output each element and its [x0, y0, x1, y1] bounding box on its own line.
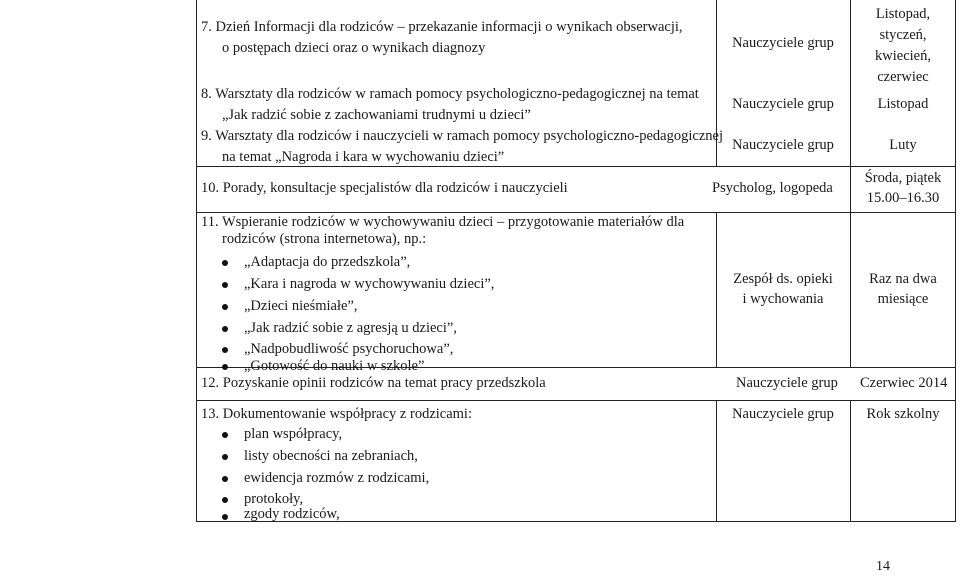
term-line: Luty [889, 137, 917, 153]
responsible-cell: Nauczyciele grup [732, 406, 834, 422]
bullet-icon [222, 282, 228, 288]
term-line: Listopad [877, 96, 929, 112]
task-text: 7. Dzień Informacji dla rodziców – przekazanie informacji o wynikach obserwacji, [201, 19, 683, 35]
term-line: czerwiec [877, 69, 929, 85]
list-item: „Kara i nagroda w wychowywaniu dzieci”, [244, 276, 495, 292]
term-line: styczeń, [879, 27, 927, 43]
list-item: „Gotowość do nauki w szkole” [244, 358, 425, 374]
task-text: 10. Porady, konsultacje specjalistów dla rodziców i nauczycieli [201, 180, 568, 196]
term-line: Listopad, [875, 6, 931, 22]
term-line: Czerwiec 2014 [860, 375, 948, 391]
bullet-icon [222, 304, 228, 310]
list-item: ewidencja rozmów z rodzicami, [244, 470, 430, 486]
bullet-icon [222, 347, 228, 353]
bullet-icon [222, 260, 228, 266]
term-line: 15.00–16.30 [866, 190, 940, 206]
bullet-icon [222, 432, 228, 438]
responsible-cell: Nauczyciele grup [732, 96, 834, 112]
term-line: Raz na dwa [869, 271, 937, 287]
responsible-cell: Nauczyciele grup [736, 375, 838, 391]
responsible-line: i wychowania [742, 291, 824, 307]
list-item: „Jak radzić sobie z agresją u dzieci”, [244, 320, 457, 336]
task-text: „Jak radzić sobie z zachowaniami trudnymi u dzieci” [222, 107, 531, 123]
term-line: Środa, piątek [864, 170, 942, 186]
list-item: „Adaptacja do przedszkola”, [244, 254, 411, 270]
responsible-cell: Nauczyciele grup [732, 35, 834, 51]
row-separator [197, 400, 955, 401]
task-text: 13. Dokumentowanie współpracy z rodzicami: [201, 406, 472, 422]
task-text: 8. Warsztaty dla rodziców w ramach pomocy psychologiczno-pedagogicznej na temat [201, 86, 699, 102]
responsible-cell: Psycholog, logopeda [712, 180, 833, 196]
list-item: „Dzieci nieśmiałe”, [244, 298, 358, 314]
responsible-line: Zespół ds. opieki [733, 271, 833, 287]
list-item: listy obecności na zebraniach, [244, 448, 418, 464]
task-text: 12. Pozyskanie opinii rodziców na temat pracy przedszkola [201, 375, 546, 391]
term-line: kwiecień, [875, 48, 931, 64]
list-item: protokoły, [244, 491, 304, 507]
list-item: plan współpracy, [244, 426, 343, 442]
bullet-icon [222, 497, 228, 503]
page-number: 14 [876, 559, 890, 574]
list-item: „Nadpobudliwość psychoruchowa”, [244, 341, 454, 357]
list-item: zgody rodziców, [244, 506, 340, 522]
responsible-cell: Nauczyciele grup [732, 137, 834, 153]
bullet-icon [222, 514, 228, 520]
term-line: miesiące [877, 291, 929, 307]
task-text: o postępach dzieci oraz o wynikach diagnozy [222, 40, 486, 56]
task-text: na temat „Nagroda i kara w wychowaniu dzieci” [222, 149, 505, 165]
bullet-icon [222, 364, 228, 370]
bullet-icon [222, 326, 228, 332]
task-text: 11. Wspieranie rodziców w wychowywaniu dzieci – przygotowanie materiałów dla [201, 214, 685, 230]
term-line: Rok szkolny [866, 406, 940, 422]
bullet-icon [222, 454, 228, 460]
task-text: rodziców (strona internetowa), np.: [222, 231, 427, 247]
task-text: 9. Warsztaty dla rodziców i nauczycieli w ramach pomocy psychologiczno-pedagogicznej [201, 128, 723, 144]
bullet-icon [222, 476, 228, 482]
